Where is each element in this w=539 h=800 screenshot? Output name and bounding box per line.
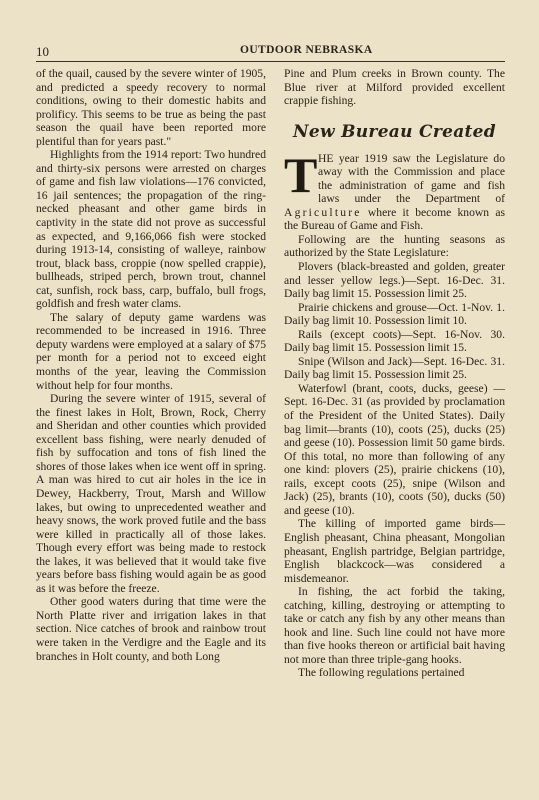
paragraph: of the quail, caused by the severe winter of 1905, and predicted a speedy recovery to normal conditions, owing to their domestic habits and prolificy. This seems to be true as being the past season the quail have been reported more plentiful than for years past." — [36, 67, 266, 148]
text-run: HE year 1919 saw the Legislature do away with the Commission and place the administration of game and fish laws under the Department of — [318, 151, 505, 206]
paragraph: The salary of deputy game wardens was recommended to be increased in 1916. Three deputy wardens were employed at a salary of $75 per month for a period not to exceed eight months of the year, leaving the Commission without help for four months. — [36, 310, 266, 392]
paragraph: The killing of imported game birds—English pheasant, China pheasant, Mongolian pheasant, English partridge, Belgian partridge, English blackcock—was considered a misdemeanor. — [284, 517, 505, 585]
header-rule — [36, 61, 505, 62]
text-run-spaced: Agriculture — [284, 205, 362, 219]
paragraph: Plovers (black-breasted and golden, greater and lesser yellow legs.)—Sept. 16-Dec. 31. Daily bag limit 15. Possession limit 25. — [284, 260, 505, 301]
paragraph: During the severe winter of 1915, several of the finest lakes in Holt, Brown, Rock, Cherry and Sheridan and other counties which provided excellent bass fishing, were nearly denuded of fish by suffocation and tons of fish lined the shores of those lakes when ice went off in spring. A man was hired to cut air holes in the ice in Dewey, Hackberry, Trout, Marsh and Willow lakes, but owing to unprecedented weather and heavy snows, the work proved futile and the bass were killed in practically all of those lakes. Though every effort was being made to restock the lakes, it was believed that it would take five years before bass fishing would again be as good as it was before the freeze. — [36, 392, 266, 595]
paragraph: The following regulations pertained — [298, 666, 465, 680]
paragraph: Pine and Plum creeks in Brown county. The Blue river at Milford provided excellent crappie fishing. — [284, 67, 505, 108]
page-header — [36, 44, 505, 62]
paragraph: Waterfowl (brant, coots, ducks, geese) —Sept. 16-Dec. 31 (as provided by proclamation of the President of the United States). Daily bag limit—brants (10), coots (25), ducks (25) and geese (10). Possession limit 50 game birds. Of this total, no more than following of any one kind: plovers (25), prairie chickens (10), rails, except coots (25), snipe (Wilson and Jack) (25), brants (10), coots (50), ducks (50) and geese (10). — [284, 381, 505, 517]
paragraph — [284, 146, 505, 233]
text-run: where it become known as the Bureau of Game and Fish. — [284, 205, 505, 233]
paragraph: Following are the hunting seasons as authorized by the State Legislature: — [284, 232, 505, 260]
paragraph: Rails (except coots)—Sept. 16-Nov. 30. Daily bag limit 15. Possession limit 15. — [284, 327, 505, 355]
paragraph: Prairie chickens and grouse—Oct. 1-Nov. 1. Daily bag limit 10. Possession limit 10. — [284, 300, 505, 328]
page-number: 10 — [36, 44, 49, 59]
paragraph: Snipe (Wilson and Jack)—Sept. 16-Dec. 31. Daily bag limit 15. Possession limit 25. — [284, 354, 505, 382]
running-title: OUTDOOR NEBRASKA — [240, 44, 373, 56]
section-heading: New Bureau Created — [293, 121, 496, 142]
paragraph: In fishing, the act forbid the taking, catching, killing, destroying or attempting to take or catch any fish by any other means than hook and line. Such line could not have more than five hooks thereon or artificial bait having not more than three triple-gang hooks. — [284, 585, 505, 666]
drop-cap: T — [284, 146, 318, 203]
paragraph: Other good waters during that time were the North Platte river and irrigation lakes in that section. Nice catches of brook and rainbow trout were taken in the Verdigre and the Eagle and its branches in Holt county, and both Long — [36, 595, 266, 663]
left-column — [36, 67, 266, 663]
paragraph: Highlights from the 1914 report: Two hundred and thirty-six persons were arrested on charges of game and fish law violations—176 convicted, 16 jail sentences; the propagation of the ring-necked pheasant and other game birds in captivity in the state did not prove as successful as expected, and 9,166,066 fish were stocked during 1913-14, consisting of walleye, rainbow trout, black bass, croppie (now spelled crappie), bullheads, striped perch, brown trout, channel cat, sunfish, rock bass, carp, buffalo, bull frogs, goldfish and fresh water clams. — [36, 148, 266, 311]
right-column — [284, 67, 505, 680]
